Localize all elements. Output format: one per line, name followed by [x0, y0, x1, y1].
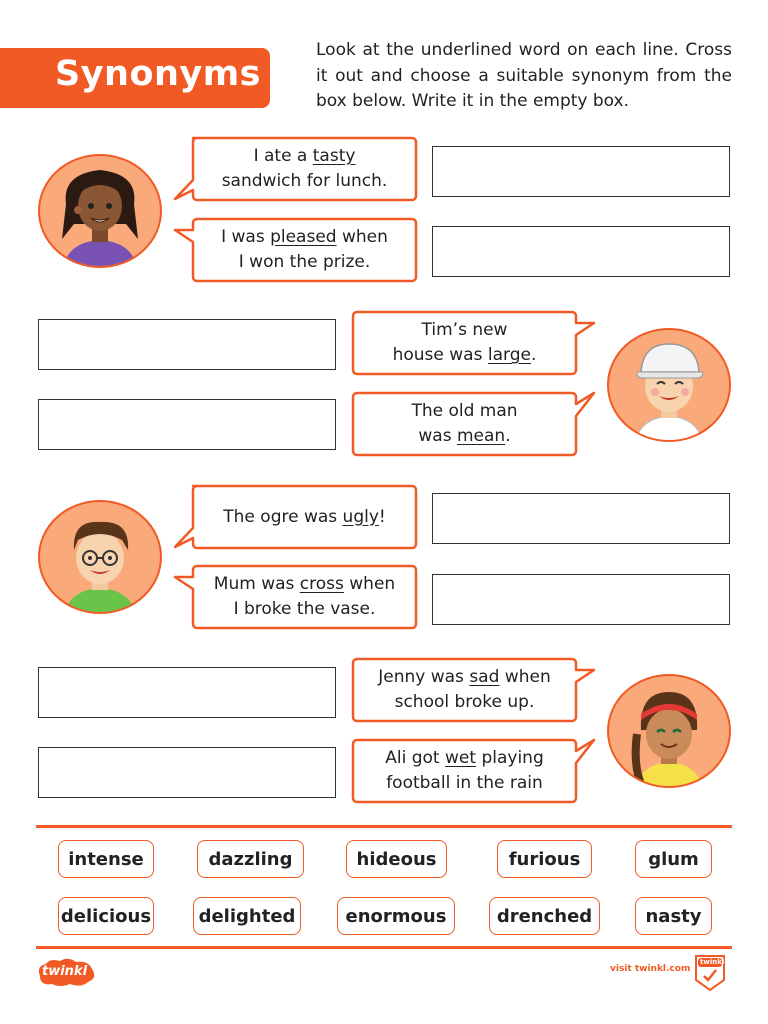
divider-top — [36, 825, 732, 828]
sentence-text: Jenny was sad when school broke up. — [378, 667, 551, 712]
underlined-word: ugly — [342, 506, 379, 527]
instructions: Look at the underlined word on each line. Cross it out and choose a suitable synonym from the box below. Write it in the empty box. — [316, 40, 732, 111]
word-bank-item[interactable]: dazzling — [197, 840, 304, 878]
word-bank-item[interactable]: glum — [635, 840, 712, 878]
answer-box-3[interactable] — [38, 319, 336, 370]
underlined-word: wet — [445, 748, 477, 768]
girl-headband-avatar — [607, 674, 731, 788]
answer-box-1[interactable] — [432, 146, 730, 197]
word-bank-item[interactable]: intense — [58, 840, 154, 878]
answer-box-6[interactable] — [432, 574, 730, 625]
sentence-text: I was pleased when I won the prize. — [221, 227, 388, 272]
page-title: Synonyms — [55, 54, 262, 94]
answer-box-2[interactable] — [432, 226, 730, 277]
speech-bubble-1 — [172, 135, 418, 205]
sentence-text: The ogre was ugly! — [223, 506, 386, 527]
word-bank-item[interactable]: hideous — [346, 840, 447, 878]
word-bank-item[interactable]: nasty — [635, 897, 712, 935]
speech-bubble-2 — [172, 216, 418, 286]
speech-bubble-8 — [351, 737, 597, 807]
speech-bubble-4 — [351, 390, 597, 460]
divider-bottom — [36, 946, 732, 949]
girl-avatar-1 — [38, 154, 162, 268]
speech-bubble-5 — [172, 483, 418, 553]
answer-box-7[interactable] — [38, 667, 336, 718]
twinkl-logo — [34, 956, 98, 988]
boy-glasses-avatar — [38, 500, 162, 614]
answer-box-4[interactable] — [38, 399, 336, 450]
word-bank-item[interactable]: enormous — [337, 897, 455, 935]
logo-text: twinkl — [42, 964, 88, 979]
word-bank-item[interactable]: drenched — [489, 897, 600, 935]
sentence-text: Ali got wet playing football in the rain — [385, 748, 544, 793]
sentence-text: I ate a tasty sandwich for lunch. — [221, 146, 388, 191]
underlined-word: large — [487, 345, 531, 365]
underlined-word: sad — [469, 667, 500, 687]
quality-badge — [688, 950, 732, 994]
word-bank-item[interactable]: furious — [497, 840, 592, 878]
underlined-word: pleased — [270, 227, 337, 247]
boy-cap-avatar — [607, 328, 731, 442]
underlined-word: mean — [456, 426, 506, 446]
sentence-text: The old man was mean. — [411, 401, 518, 446]
answer-box-8[interactable] — [38, 747, 336, 798]
sentence-text: Mum was cross when I broke the vase. — [213, 574, 396, 619]
word-bank-item[interactable]: delighted — [193, 897, 301, 935]
visit-link[interactable]: visit twinkl.com — [610, 964, 691, 974]
underlined-word: tasty — [312, 146, 356, 166]
answer-box-5[interactable] — [432, 493, 730, 544]
badge-text: twinkl — [700, 958, 725, 966]
speech-bubble-6 — [172, 563, 418, 633]
word-bank-item[interactable]: delicious — [58, 897, 154, 935]
speech-bubble-3 — [351, 309, 597, 379]
sentence-text: Tim’s new house was large. — [392, 320, 537, 365]
underlined-word: cross — [299, 574, 344, 594]
speech-bubble-7 — [351, 656, 597, 726]
